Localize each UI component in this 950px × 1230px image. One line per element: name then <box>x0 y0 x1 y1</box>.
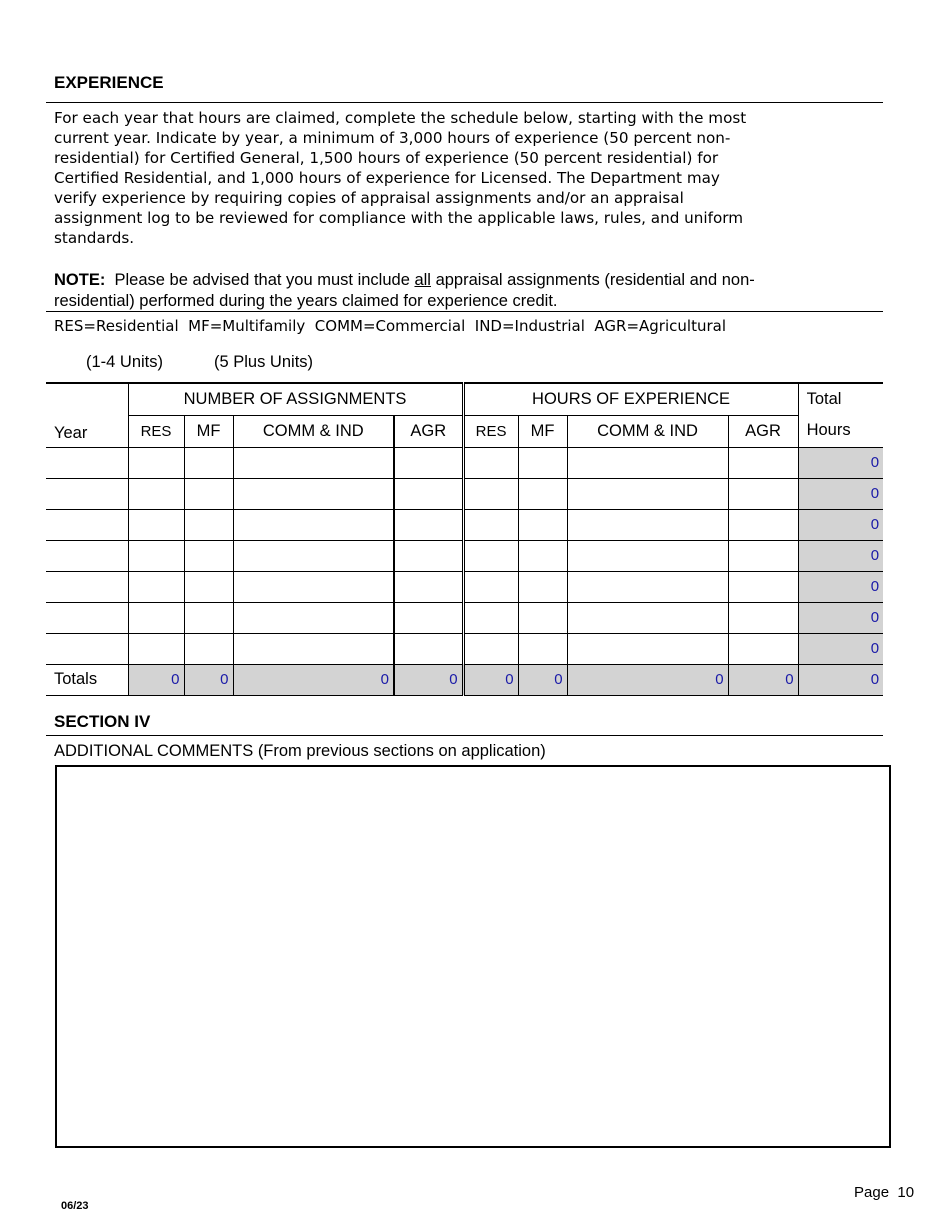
table-row <box>46 571 883 602</box>
form-date: 06/23 <box>61 1200 89 1212</box>
page-number-value: 10 <box>897 1184 915 1201</box>
hours-comm-header: COMM & IND <box>567 415 728 447</box>
assign-comm-header: COMM & IND <box>233 415 394 447</box>
assign-res-input[interactable] <box>128 478 184 509</box>
experience-heading: EXPERIENCE <box>54 73 164 92</box>
total-hours-comm: 0 <box>567 664 728 695</box>
assign-res-input[interactable] <box>128 571 184 602</box>
hours-mf-input[interactable] <box>518 602 567 633</box>
assign-agr-input[interactable] <box>394 602 463 633</box>
table-row <box>46 478 883 509</box>
assign-res-input[interactable] <box>128 540 184 571</box>
hours-agr-input[interactable] <box>728 447 798 478</box>
assign-res-input[interactable] <box>128 633 184 664</box>
total-assign-mf: 0 <box>184 664 233 695</box>
row-total-hours: 0 <box>798 540 883 571</box>
hours-mf-input[interactable] <box>518 509 567 540</box>
hours-comm-input[interactable] <box>567 447 728 478</box>
assign-res-input[interactable] <box>128 509 184 540</box>
hours-mf-input[interactable] <box>518 540 567 571</box>
assign-comm-input[interactable] <box>233 509 394 540</box>
row-total-hours: 0 <box>798 509 883 540</box>
total-assign-res: 0 <box>128 664 184 695</box>
note-text-line2: residential) performed during the years claimed for experience credit. <box>54 292 558 310</box>
row-total-hours: 0 <box>798 571 883 602</box>
row-total-hours: 0 <box>798 478 883 509</box>
table-row <box>46 447 883 478</box>
year-input[interactable] <box>46 633 128 664</box>
assign-mf-input[interactable] <box>184 602 233 633</box>
total-assign-agr: 0 <box>394 664 463 695</box>
year-input[interactable] <box>46 602 128 633</box>
hours-mf-input[interactable] <box>518 571 567 602</box>
instruction-line: verify experience by requiring copies of appraisal assignments and/or an appraisal <box>54 189 684 207</box>
assign-mf-input[interactable] <box>184 447 233 478</box>
total-assign-comm: 0 <box>233 664 394 695</box>
hours-agr-header: AGR <box>728 415 798 447</box>
hours-comm-input[interactable] <box>567 602 728 633</box>
hours-mf-input[interactable] <box>518 633 567 664</box>
experience-table <box>46 382 883 696</box>
hours-comm-input[interactable] <box>567 478 728 509</box>
year-header: Year <box>46 383 128 447</box>
hours-res-input[interactable] <box>463 633 518 664</box>
table-row <box>46 633 883 664</box>
assign-mf-input[interactable] <box>184 571 233 602</box>
hours-comm-input[interactable] <box>567 633 728 664</box>
hours-mf-header: MF <box>518 415 567 447</box>
res-units-note: (1-4 Units) <box>86 353 164 371</box>
instruction-line: standards. <box>54 229 135 247</box>
assign-comm-input[interactable] <box>233 602 394 633</box>
hours-res-header: RES <box>463 415 518 447</box>
hours-agr-input[interactable] <box>728 478 798 509</box>
hours-comm-input[interactable] <box>567 571 728 602</box>
row-total-hours: 0 <box>798 447 883 478</box>
note-label: NOTE: <box>54 271 106 289</box>
assign-agr-header: AGR <box>394 415 463 447</box>
note <box>54 270 894 312</box>
assign-mf-input[interactable] <box>184 509 233 540</box>
total-hours-agr: 0 <box>728 664 798 695</box>
note-text-pre: Please be advised that you must include <box>114 271 410 289</box>
note-emphasis: all <box>414 271 431 289</box>
assign-res-input[interactable] <box>128 447 184 478</box>
total-hours-res: 0 <box>463 664 518 695</box>
year-input[interactable] <box>46 540 128 571</box>
divider <box>46 735 883 736</box>
total-hours-header-top: Total <box>798 383 883 415</box>
assignments-group-header: NUMBER OF ASSIGNMENTS <box>128 383 463 415</box>
hours-comm-input[interactable] <box>567 509 728 540</box>
table-row <box>46 540 883 571</box>
hours-res-input[interactable] <box>463 478 518 509</box>
table-row <box>46 602 883 633</box>
year-input[interactable] <box>46 447 128 478</box>
note-text-post: appraisal assignments (residential and non- <box>435 271 755 289</box>
hours-res-input[interactable] <box>463 540 518 571</box>
divider <box>46 311 883 312</box>
assign-res-input[interactable] <box>128 602 184 633</box>
divider <box>46 102 883 103</box>
instruction-line: Certified Residential, and 1,000 hours of experience for Licensed. The Department may <box>54 169 720 187</box>
section-iv-heading: SECTION IV <box>54 712 151 731</box>
assign-comm-input[interactable] <box>233 571 394 602</box>
assign-res-header: RES <box>128 415 184 447</box>
grand-total-hours: 0 <box>798 664 883 695</box>
assign-mf-input[interactable] <box>184 633 233 664</box>
abbreviation-legend: RES=Residential MF=Multifamily COMM=Commercial IND=Industrial AGR=Agricultural <box>54 317 726 335</box>
hours-mf-input[interactable] <box>518 478 567 509</box>
totals-row <box>46 664 883 695</box>
totals-label: Totals <box>46 664 128 695</box>
assign-comm-input[interactable] <box>233 447 394 478</box>
year-input[interactable] <box>46 571 128 602</box>
hours-group-header: HOURS OF EXPERIENCE <box>463 383 798 415</box>
hours-res-input[interactable] <box>463 602 518 633</box>
hours-res-input[interactable] <box>463 571 518 602</box>
assign-agr-input[interactable] <box>394 509 463 540</box>
instruction-line: assignment log to be reviewed for compliance with the applicable laws, rules, and uniform <box>54 209 744 227</box>
hours-agr-input[interactable] <box>728 571 798 602</box>
assign-agr-input[interactable] <box>394 447 463 478</box>
assign-mf-header: MF <box>184 415 233 447</box>
hours-res-input[interactable] <box>463 509 518 540</box>
assign-agr-input[interactable] <box>394 633 463 664</box>
row-total-hours: 0 <box>798 602 883 633</box>
instruction-line: residential) for Certified General, 1,500 hours of experience (50 percent residential) for <box>54 149 719 167</box>
assign-agr-input[interactable] <box>394 478 463 509</box>
total-hours-mf: 0 <box>518 664 567 695</box>
experience-instructions <box>54 108 884 248</box>
additional-comments-field[interactable] <box>55 765 891 1148</box>
page-label: Page <box>854 1184 890 1201</box>
assign-comm-input[interactable] <box>233 633 394 664</box>
year-input[interactable] <box>46 478 128 509</box>
hours-agr-input[interactable] <box>728 509 798 540</box>
assign-agr-input[interactable] <box>394 571 463 602</box>
assign-comm-input[interactable] <box>233 540 394 571</box>
instruction-line: current year. Indicate by year, a minimum of 3,000 hours of experience (50 percent non- <box>54 129 731 147</box>
year-input[interactable] <box>46 509 128 540</box>
assign-agr-input[interactable] <box>394 540 463 571</box>
assign-comm-input[interactable] <box>233 478 394 509</box>
hours-comm-input[interactable] <box>567 540 728 571</box>
hours-mf-input[interactable] <box>518 447 567 478</box>
hours-res-input[interactable] <box>463 447 518 478</box>
hours-agr-input[interactable] <box>728 602 798 633</box>
total-hours-header-bottom: Hours <box>798 415 883 447</box>
instruction-line: For each year that hours are claimed, complete the schedule below, starting with the most <box>54 109 747 127</box>
assign-mf-input[interactable] <box>184 540 233 571</box>
page-number <box>854 1184 914 1201</box>
comments-label: ADDITIONAL COMMENTS (From previous sections on application) <box>54 742 546 760</box>
hours-agr-input[interactable] <box>728 540 798 571</box>
hours-agr-input[interactable] <box>728 633 798 664</box>
table-row <box>46 509 883 540</box>
row-total-hours: 0 <box>798 633 883 664</box>
mf-units-note: (5 Plus Units) <box>214 353 314 371</box>
assign-mf-input[interactable] <box>184 478 233 509</box>
